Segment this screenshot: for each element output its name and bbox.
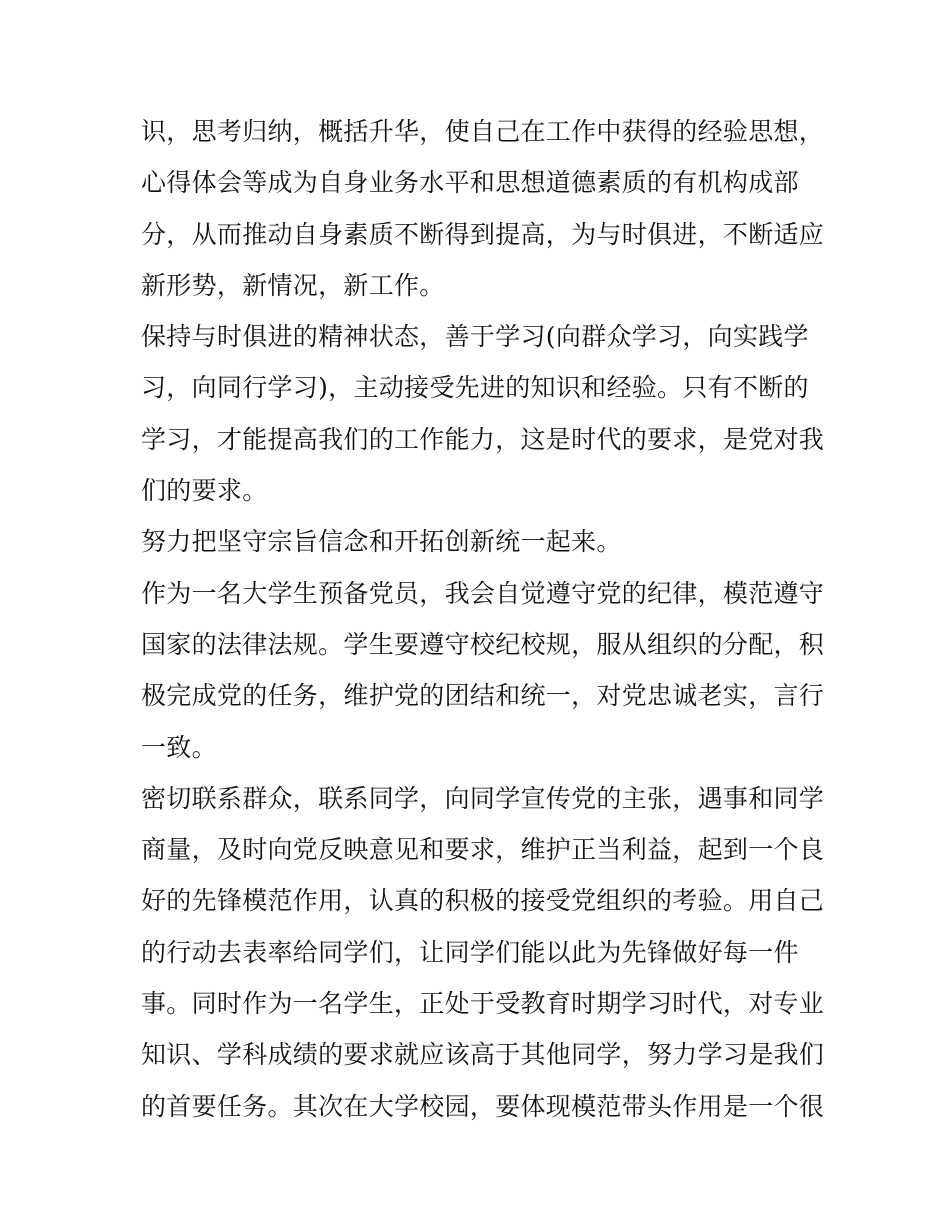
text-line: 习，向同行学习)，主动接受先进的知识和经验。只有不断的 bbox=[141, 373, 809, 403]
text-line: 分，从而推动自身素质不断得到提高，为与时俱进，不断适应 bbox=[141, 219, 825, 249]
text-line: 们的要求。 bbox=[141, 476, 268, 506]
text-line: 极完成党的任务，维护党的团结和统一，对党忠诚老实，言行 bbox=[141, 681, 825, 711]
text-line: 努力把坚守宗旨信念和开拓创新统一起来。 bbox=[141, 527, 622, 557]
text-line: 商量，及时向党反映意见和要求，维护正当利益，起到一个良 bbox=[141, 835, 825, 865]
text-line: 的首要任务。其次在大学校园，要体现模范带头作用是一个很 bbox=[141, 1091, 825, 1121]
text-line: 一致。 bbox=[141, 732, 217, 762]
text-line: 作为一名大学生预备党员，我会自觉遵守党的纪律，模范遵守 bbox=[141, 578, 825, 608]
text-line: 新形势，新情况，新工作。 bbox=[141, 270, 445, 300]
text-line: 心得体会等成为自身业务水平和思想道德素质的有机构成部 bbox=[141, 168, 799, 198]
text-line: 知识、学科成绩的要求就应该高于其他同学，努力学习是我们 bbox=[141, 1040, 825, 1070]
text-line: 好的先锋模范作用，认真的积极的接受党组织的考验。用自己 bbox=[141, 886, 825, 916]
text-line: 事。同时作为一名学生，正处于受教育时期学习时代，对专业 bbox=[141, 989, 825, 1019]
text-line: 识，思考归纳，概括升华，使自己在工作中获得的经验思想， bbox=[141, 117, 825, 146]
text-line: 学习，才能提高我们的工作能力，这是时代的要求，是党对我 bbox=[141, 424, 825, 454]
body-text bbox=[141, 106, 825, 1132]
text-line: 国家的法律法规。学生要遵守校纪校规，服从组织的分配，积 bbox=[141, 629, 825, 659]
text-line: 密切联系群众，联系同学，向同学宣传党的主张，遇事和同学 bbox=[141, 783, 825, 813]
text-line: 的行动去表率给同学们，让同学们能以此为先锋做好每一件 bbox=[141, 937, 799, 967]
text-line: 保持与时俱进的精神状态，善于学习(向群众学习，向实践学 bbox=[141, 322, 809, 352]
